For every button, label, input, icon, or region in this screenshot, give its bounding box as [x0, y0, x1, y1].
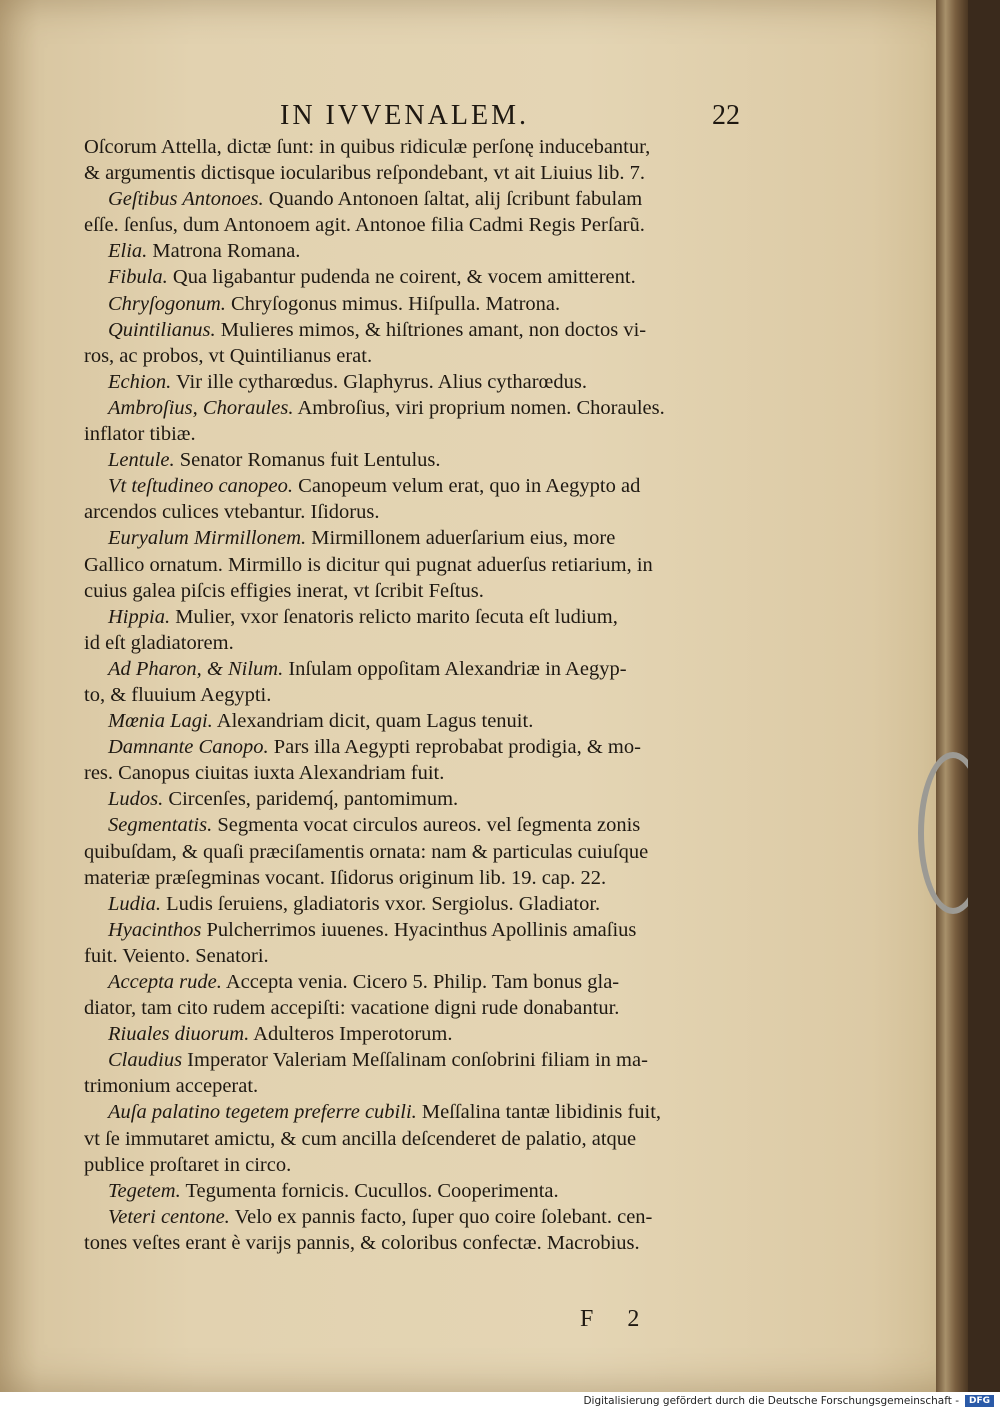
line-text: quibuſdam, & quaſi præciſamentis ornata: nam & particulas cuiuſque — [84, 840, 649, 863]
text-line — [84, 421, 768, 447]
text-line — [84, 238, 768, 264]
line-text: Pulcherrimos iuuenes. Hyacinthus Apollinis amaſius — [201, 918, 637, 941]
text-line — [84, 1047, 768, 1073]
page-header — [280, 100, 740, 134]
metal-clasp — [918, 752, 968, 914]
text-line — [84, 1178, 768, 1204]
text-line — [84, 891, 768, 917]
text-line — [84, 630, 768, 656]
lemma: Accepta rude. — [108, 971, 222, 993]
text-line — [84, 734, 768, 760]
line-text: to, & fluuium Aegypti. — [84, 683, 272, 706]
text-line — [84, 291, 768, 317]
text-line — [84, 1230, 768, 1256]
lemma: Geſtibus Antonoes. — [108, 188, 264, 211]
line-text: id eſt gladiatorem. — [84, 631, 234, 654]
line-text: Mirmillonem aduerſarium eius, more — [306, 527, 616, 550]
text-line — [84, 395, 768, 421]
line-text: diator, tam cito rudem accepiſti: vacatione digni rude donabantur. — [84, 997, 620, 1020]
signature-mark: F 2 — [580, 1306, 654, 1332]
line-text: Segmenta vocat circulos aureos. vel ſegmenta zonis — [212, 814, 641, 837]
line-text: Ambroſius, viri proprium nomen. Choraules. — [293, 396, 665, 419]
line-text: Vir ille cytharœdus. Glaphyrus. Alius cytharœdus. — [171, 370, 587, 393]
line-text: trimonium acceperat. — [84, 1075, 259, 1098]
text-line — [84, 447, 768, 473]
line-text: res. Canopus ciuitas iuxta Alexandriam fuit. — [84, 762, 445, 785]
lemma: Ad Pharon, & Nilum. — [108, 657, 284, 680]
lemma: Fibula. — [108, 266, 168, 289]
line-text: inflator tibiæ. — [84, 423, 196, 446]
text-line — [84, 786, 768, 812]
line-text: tones veſtes erant è varijs pannis, & coloribus confectæ. Macrobius. — [84, 1231, 640, 1254]
lemma: Ludos. — [108, 788, 164, 811]
line-text: Oſcorum Attella, dictæ ſunt: in quibus ridiculæ perſonę inducebantur, — [84, 136, 651, 158]
line-text: Mulier, vxor ſenatoris relicto marito ſecuta eſt ludium, — [170, 605, 618, 628]
lemma: Euryalum Mirmillonem. — [108, 527, 307, 550]
line-text: vt ſe immutaret amictu, & cum ancilla deſcenderet de palatio, atque — [84, 1127, 637, 1150]
line-text: cuius galea piſcis effigies inerat, vt ſcribit Feſtus. — [84, 579, 484, 602]
text-line — [84, 1126, 768, 1152]
line-text: Accepta venia. Cicero 5. Philip. Tam bonus gla- — [221, 971, 620, 993]
line-text: Velo ex pannis facto, ſuper quo coire ſolebant. cen- — [229, 1205, 653, 1228]
lemma: Hyacinthos — [108, 918, 202, 941]
text-line — [84, 682, 768, 708]
line-text: Canopeum velum erat, quo in Aegypto ad — [293, 475, 641, 498]
text-line — [84, 1204, 768, 1230]
lemma: Tegetem. — [108, 1179, 181, 1202]
text-line — [84, 812, 768, 838]
text-line — [84, 369, 768, 395]
lemma: Elia. — [108, 240, 148, 263]
text-line — [84, 525, 768, 551]
text-line — [84, 839, 768, 865]
text-line — [84, 969, 768, 995]
line-text: Gallico ornatum. Mirmillo is dicitur qui pugnat aduerſus retiarium, in — [84, 553, 653, 576]
text-line — [84, 656, 768, 682]
line-text: Meſſalina tantæ libidinis fuit, — [416, 1101, 662, 1124]
line-text: Senator Romanus fuit Lentulus. — [174, 449, 441, 472]
text-line — [84, 1099, 768, 1125]
text-line — [84, 317, 768, 343]
lemma: Mœnia Lagi. — [108, 710, 213, 733]
line-text: Matrona Romana. — [147, 240, 301, 263]
line-text: Adulteros Imperotorum. — [249, 1023, 453, 1046]
lemma: Ambroſius, Choraules. — [108, 396, 294, 419]
line-text: Tegumenta fornicis. Cucullos. Cooperimenta. — [180, 1179, 559, 1202]
text-line — [84, 134, 768, 160]
line-text: arcendos culices vtebantur. Iſidorus. — [84, 501, 380, 524]
text-line — [84, 186, 768, 212]
lemma: Riuales diuorum. — [108, 1023, 250, 1046]
commentary-text — [84, 134, 768, 1256]
line-text: eſſe. ſenſus, dum Antonoem agit. Antonoe filia Cadmi Regis Perſarũ. — [84, 214, 645, 237]
text-line — [84, 343, 768, 369]
text-line — [84, 708, 768, 734]
page-edge — [936, 0, 968, 1392]
text-line — [84, 995, 768, 1021]
line-text: Ludis ſeruiens, gladiatoris vxor. Sergiolus. Gladiator. — [160, 892, 601, 915]
line-text: Chryſogonus mimus. Hiſpulla. Matrona. — [225, 292, 561, 315]
text-line — [84, 1021, 768, 1047]
line-text: publice proſtaret in circo. — [84, 1153, 292, 1176]
text-line — [84, 917, 768, 943]
line-text: Imperator Valeriam Meſſalinam conſobrini filiam in ma- — [182, 1049, 648, 1072]
lemma: Damnante Canopo. — [108, 736, 269, 759]
line-text: & argumentis dictisque iocularibus reſpondebant, vt ait Liuius lib. 7. — [84, 162, 645, 185]
text-line — [84, 865, 768, 891]
line-text: Alexandriam dicit, quam Lagus tenuit. — [212, 710, 534, 733]
lemma: Echion. — [108, 370, 172, 393]
line-text: Qua ligabantur pudenda ne coirent, & vocem amitterent. — [167, 266, 636, 289]
lemma: Hippia. — [108, 605, 171, 628]
line-text: Inſulam oppoſitam Alexandriæ in Aegyp- — [283, 657, 627, 680]
line-text: Circenſes, paridemq́, pantomimum. — [163, 788, 459, 811]
page-number: 22 — [712, 100, 740, 131]
text-line — [84, 212, 768, 238]
footer-credit: Digitalisierung gefördert durch die Deutsche Forschungsgemeinschaft - — [583, 1395, 959, 1407]
line-text: ros, ac probos, vt Quintilianus erat. — [84, 344, 373, 367]
lemma: Claudius — [108, 1049, 183, 1072]
line-text: materiæ præſegminas vocant. Iſidorus originum lib. 19. cap. 22. — [84, 866, 607, 889]
text-line — [84, 760, 768, 786]
lemma: Veteri centone. — [108, 1205, 230, 1228]
text-line — [84, 552, 768, 578]
text-line — [84, 604, 768, 630]
line-text: fuit. Veiento. Senatori. — [84, 944, 269, 967]
lemma: Chryſogonum. — [108, 292, 226, 315]
text-line — [84, 160, 768, 186]
text-line — [84, 473, 768, 499]
lemma: Ludia. — [108, 892, 161, 915]
footer-bar — [0, 1392, 1000, 1410]
text-line — [84, 264, 768, 290]
text-line — [84, 578, 768, 604]
lemma: Lentule. — [108, 449, 175, 472]
lemma: Auſa palatino tegetem preferre cubili. — [108, 1101, 417, 1124]
running-title: IN IVVENALEM. — [280, 100, 529, 131]
line-text: Quando Antonoen ſaltat, alij ſcribunt fabulam — [263, 188, 643, 211]
lemma: Vt teſtudineo canopeo. — [108, 475, 294, 498]
lemma: Quintilianus. — [108, 318, 216, 341]
line-text: Pars illa Aegypti reprobabat prodigia, & mo- — [268, 736, 641, 759]
text-line — [84, 943, 768, 969]
text-line — [84, 1073, 768, 1099]
text-line — [84, 499, 768, 525]
lemma: Segmentatis. — [108, 814, 213, 837]
dfg-logo: DFG — [965, 1395, 994, 1407]
text-line — [84, 1152, 768, 1178]
line-text: Mulieres mimos, & hiſtriones amant, non doctos vi- — [215, 318, 647, 341]
